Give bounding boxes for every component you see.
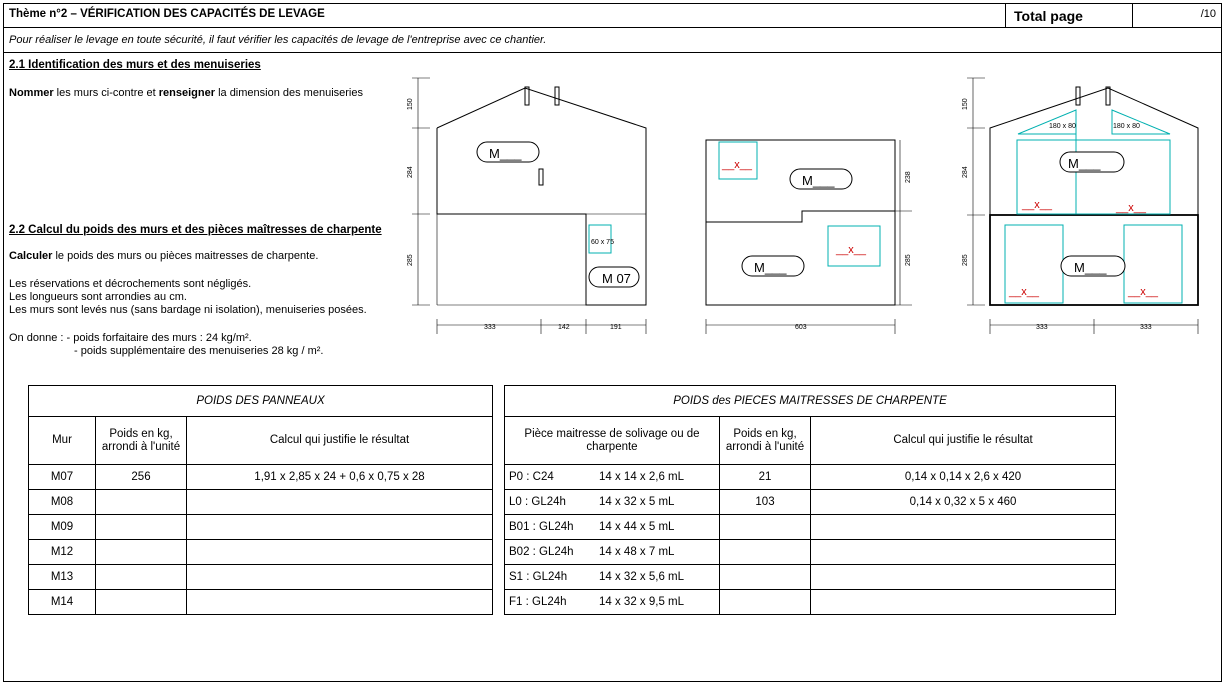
note-3: Les murs sont levés nus (sans bardage ni isolation), menuiseries posées. — [9, 304, 367, 316]
wall-drawings — [400, 70, 1200, 340]
table-row: F1 : GL24h 14 x 32 x 9,5 mL — [505, 590, 1116, 615]
score-field[interactable]: /10 — [1133, 3, 1222, 28]
pieces-table — [504, 385, 1116, 615]
dim-60x75: 60 x 75 — [591, 239, 614, 246]
dim-v238: 238 — [905, 171, 912, 183]
intro-text: Pour réaliser le levage en toute sécurité, il faut vérifier les capacités de levage de l'entreprise avec ce chantier. — [3, 28, 1222, 53]
pieces-table-caption: POIDS des PIECES MAITRESSES DE CHARPENTE — [505, 386, 1116, 417]
window-dim-3: __x__ — [1022, 199, 1052, 211]
dim-h191: 191 — [610, 324, 622, 331]
col-mur: Mur — [29, 417, 96, 465]
dim-h333-2: 333 — [1036, 324, 1048, 331]
page-title: Thème n°2 – VÉRIFICATION DES CAPACITÉS DE LEVAGE — [3, 3, 1006, 28]
window-dim-2: __x__ — [836, 244, 866, 256]
section-2-title: 2.2 Calcul du poids des murs et des pièces maîtresses de charpente — [9, 224, 382, 236]
dim-v285-3: 285 — [962, 254, 969, 266]
table-row: M12 — [29, 540, 493, 565]
table-row: P0 : C24 14 x 14 x 2,6 mL 21 0,14 x 0,14 x 2,6 x 420 — [505, 465, 1116, 490]
window-dim-4: __x__ — [1116, 202, 1146, 214]
col-calc: Calcul qui justifie le résultat — [811, 417, 1116, 465]
col-poids: Poids en kg, arrondi à l'unité — [96, 417, 187, 465]
dim-v285-2: 285 — [905, 254, 912, 266]
dim-h603: 603 — [795, 324, 807, 331]
table-row: M09 — [29, 515, 493, 540]
panels-table — [28, 385, 493, 615]
dim-v284-1: 284 — [407, 166, 414, 178]
dim-h333-3: 333 — [1140, 324, 1152, 331]
wall-label-1: M___ — [489, 146, 522, 161]
table-row: M13 — [29, 565, 493, 590]
section-1-instruction: Nommer les murs ci-contre et renseigner la dimension des menuiseries — [9, 87, 363, 99]
wall-label-5: M___ — [1074, 260, 1107, 275]
given-2: - poids supplémentaire des menuiseries 28 kg / m². — [74, 345, 324, 357]
dim-v150-2: 150 — [962, 98, 969, 110]
given-1: On donne : - poids forfaitaire des murs : 24 kg/m². — [9, 332, 252, 344]
window-dim-5: __x__ — [1009, 286, 1039, 298]
dim-180x80-left: 180 x 80 — [1049, 123, 1076, 130]
col-calc: Calcul qui justifie le résultat — [187, 417, 493, 465]
dim-v284-2: 284 — [962, 166, 969, 178]
wall-label-2: M___ — [802, 173, 835, 188]
section-1-title: 2.1 Identification des murs et des menuiseries — [9, 59, 261, 71]
wall-label-4: M___ — [1068, 156, 1101, 171]
note-2: Les longueurs sont arrondies au cm. — [9, 291, 187, 303]
table-row: M14 — [29, 590, 493, 615]
window-dim-6: __x__ — [1128, 286, 1158, 298]
col-poids: Poids en kg, arrondi à l'unité — [720, 417, 811, 465]
wall-label-m07: M 07 — [602, 271, 631, 286]
table-row: M07 256 1,91 x 2,85 x 24 + 0,6 x 0,75 x 28 — [29, 465, 493, 490]
window-dim-1: __x__ — [722, 159, 752, 171]
table-row: S1 : GL24h 14 x 32 x 5,6 mL — [505, 565, 1116, 590]
table-row: L0 : GL24h 14 x 32 x 5 mL 103 0,14 x 0,32 x 5 x 460 — [505, 490, 1116, 515]
dim-180x80-right: 180 x 80 — [1113, 123, 1140, 130]
panels-table-caption: POIDS DES PANNEAUX — [29, 386, 493, 417]
col-piece: Pièce maitresse de solivage ou de charpente — [505, 417, 720, 465]
table-row: M08 — [29, 490, 493, 515]
wall-label-3: M___ — [754, 260, 787, 275]
table-row: B01 : GL24h 14 x 44 x 5 mL — [505, 515, 1116, 540]
section-2-instruction: Calculer le poids des murs ou pièces maitresses de charpente. — [9, 250, 319, 262]
table-row: B02 : GL24h 14 x 48 x 7 mL — [505, 540, 1116, 565]
dim-h333-1: 333 — [484, 324, 496, 331]
dim-v285-1: 285 — [407, 254, 414, 266]
dim-h142: 142 — [558, 324, 570, 331]
total-page-label: Total page — [1006, 3, 1133, 28]
note-1: Les réservations et décrochements sont négligés. — [9, 278, 252, 290]
dim-v150-1: 150 — [407, 98, 414, 110]
